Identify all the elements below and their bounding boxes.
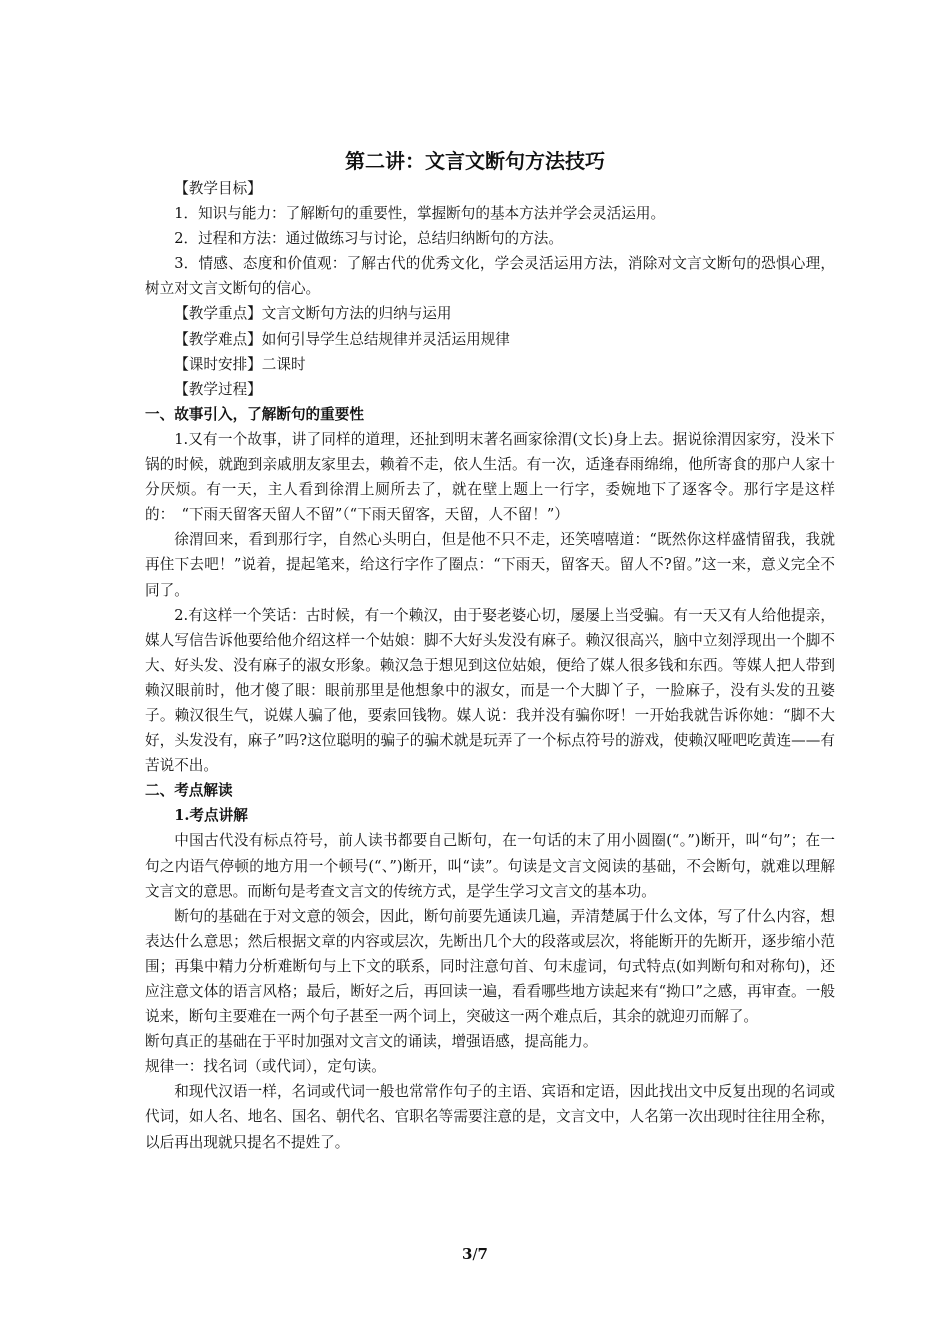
story-paragraph-3: 2.有这样一个笑话：古时候，有一个赖汉，由于娶老婆心切，屡屡上当受骗。有一天又有人给他提亲，媒人写信告诉他要给他介绍这样一个姑娘：脚不大好头发没有麻子。赖汉很高兴，脑中立刻浮现出一个脚不大、好头发、没有麻子的淑女形象。赖汉急于想见到这位姑娘，便给了媒人很多钱和东西。等媒人把人带到赖汉眼前时，他才傻了眼：眼前那里是他想象中的淑女，而是一个大脚丫子，一脸麻子，没有头发的丑婆子。赖汉很生气，说媒人骗了他，要索回钱物。媒人说：我并没有骗你呀！一开始我就告诉你她：“脚不大好，头发没有，麻子”吗?这位聪明的骗子的骗术就是玩弄了一个标点符号的游戏，使赖汉哑吧吃黄连——有苦说不出。 xyxy=(145,606,835,775)
rule-heading-1: 规律一：找名词（或代词），定句读。 xyxy=(145,1058,386,1076)
teaching-goals-heading: 【教学目标】 xyxy=(174,180,262,197)
story-paragraph-2: 徐渭回来，看到那行字，自然心头明白，但是他不只不走，还笑嘻嘻道：“既然你这样盛情留我，我就再住下去吧！”说着，提起笔来，给这行字作了圈点：“下雨天，留客天。留人不?留。”这一来，意义完全不同了。 xyxy=(145,531,835,599)
rule-paragraph-1: 和现代汉语一样，名词或代词一般也常常作句子的主语、宾语和定语，因此找出文中反复出现的名词或代词，如人名、地名、国名、朝代名、官职名等需要注意的是，文言文中，人名第一次出现时往往用全称，以后再出现就只提名不提姓了。 xyxy=(145,1083,835,1151)
explanation-paragraph-2: 断句的基础在于对文意的领会，因此，断句前要先通读几遍，弄清楚属于什么文体，写了什么内容，想表达什么意思；然后根据文章的内容或层次，先断出几个大的段落或层次，将能断开的先断开，逐步缩小范围；再集中精力分析难断句与上下文的联系，同时注意句首、句末虚词，句式特点(如判断句和对称句)，还应注意文体的语言风格；最后，断好之后，再回读一遍，看看哪些地方读起来有“拗口”之感，再审查。一般说来，断句主要难在一两个句子甚至一两个词上，突破这一两个难点后，其余的就迎刃而解了。 xyxy=(145,907,835,1026)
goal-item-3: 3．情感、态度和价值观：了解古代的优秀文化，学会灵活运用方法，消除对文言文断句的恐惧心理，树立对文言文断句的信心。 xyxy=(145,255,835,298)
schedule: 【课时安排】二课时 xyxy=(174,355,306,373)
page-title: 第二讲：文言文断句方法技巧 xyxy=(345,149,605,173)
page-number xyxy=(0,1244,950,1264)
subsection-heading: 1.考点讲解 xyxy=(174,807,248,825)
page-separator: / xyxy=(472,1245,478,1263)
key-point: 【教学重点】文言文断句方法的归纳与运用 xyxy=(174,305,452,323)
section-heading-1: 一、故事引入，了解断句的重要性 xyxy=(145,405,364,423)
story-paragraph-1: 1.又有一个故事，讲了同样的道理，还扯到明末著名画家徐渭(文长)身上去。据说徐渭因家穷，没米下锅的时候，就跑到亲戚朋友家里去，赖着不走，依人生活。有一次，适逢春雨绵绵，他所寄食的那户人家十分厌烦。有一天，主人看到徐渭上厕所去了，就在壁上题上一行字，委婉地下了逐客令。那行字是这样的： “下雨天留客天留人不留”（“下雨天留客，天留，人不留！”） xyxy=(145,430,835,524)
section-heading-2: 二、考点解读 xyxy=(145,782,233,800)
page-total: 7 xyxy=(477,1245,488,1263)
explanation-paragraph-1: 中国古代没有标点符号，前人读书都要自己断句，在一句话的末了用小圆圈(“。”)断开，叫“句”；在一句之内语气停顿的地方用一个顿号(“、”)断开，叫“读”。句读是文言文阅读的基础，不会断句，就难以理解文言文的意思。而断句是考查文言文的传统方式，是学生学习文言文的基本功。 xyxy=(145,832,835,900)
page-current: 3 xyxy=(462,1245,473,1263)
document-body xyxy=(145,176,835,1155)
explanation-paragraph-3: 断句真正的基础在于平时加强对文言文的诵读，增强语感，提高能力。 xyxy=(145,1033,598,1051)
process-heading: 【教学过程】 xyxy=(174,380,262,398)
difficulty: 【教学难点】如何引导学生总结规律并灵活运用规律 xyxy=(174,330,510,348)
goal-item-1: 1．知识与能力：了解断句的重要性，掌握断句的基本方法并学会灵活运用。 xyxy=(174,205,666,223)
goal-item-2: 2．过程和方法：通过做练习与讨论，总结归纳断句的方法。 xyxy=(174,230,563,248)
